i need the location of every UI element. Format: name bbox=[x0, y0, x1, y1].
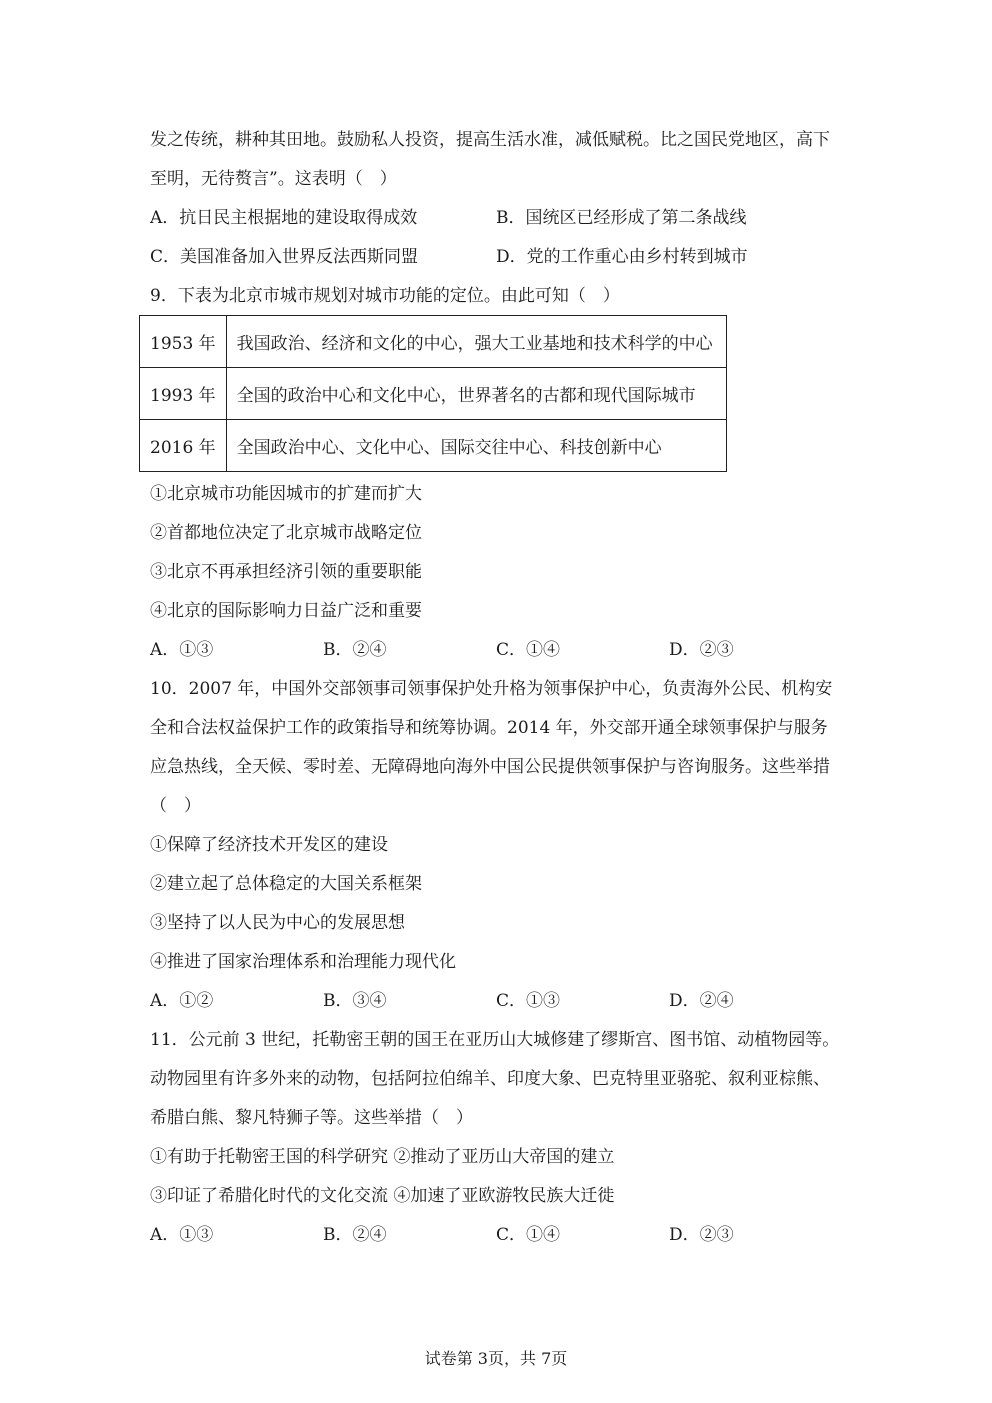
q11-option-b: B．②④ bbox=[323, 1225, 387, 1245]
table-year-cell: 2016 年 bbox=[140, 420, 227, 472]
table-year-cell: 1953 年 bbox=[140, 316, 227, 368]
table-row bbox=[140, 420, 727, 472]
page-footer: 试卷第 3页，共 7页 bbox=[424, 1349, 568, 1368]
q9-item-3: ③北京不再承担经济引领的重要职能 bbox=[150, 562, 422, 582]
q11-stem-line-2: 动物园里有许多外来的动物，包括阿拉伯绵羊、印度大象、巴克特里亚骆驼、叙利亚棕熊、 bbox=[150, 1069, 830, 1089]
q10-stem-line-1: 10．2007 年，中国外交部领事司领事保护处升格为领事保护中心，负责海外公民、机构安 bbox=[150, 679, 833, 699]
q9-option-a: A．①③ bbox=[150, 640, 214, 660]
table-text-cell: 我国政治、经济和文化的中心，强大工业基地和技术科学的中心 bbox=[226, 316, 726, 368]
q10-stem-line-4: （ ） bbox=[150, 796, 201, 816]
beijing-planning-table bbox=[139, 315, 727, 472]
q10-option-b: B．③④ bbox=[323, 991, 387, 1011]
q9-item-2: ②首都地位决定了北京城市战略定位 bbox=[150, 523, 422, 543]
q8-option-b: B．国统区已经形成了第二条战线 bbox=[496, 208, 747, 228]
q10-item-4: ④推进了国家治理体系和治理能力现代化 bbox=[150, 952, 456, 972]
q10-item-2: ②建立起了总体稳定的大国关系框架 bbox=[150, 874, 422, 894]
q11-option-a: A．①③ bbox=[150, 1225, 214, 1245]
q10-item-3: ③坚持了以人民为中心的发展思想 bbox=[150, 913, 405, 933]
q10-stem-line-2: 全和合法权益保护工作的政策指导和统筹协调。2014 年，外交部开通全球领事保护与服务 bbox=[150, 718, 828, 738]
q10-option-a: A．①② bbox=[150, 991, 214, 1011]
table-row bbox=[140, 316, 727, 368]
q11-item-line-2: ③印证了希腊化时代的文化交流 ④加速了亚欧游牧民族大迁徙 bbox=[150, 1186, 615, 1206]
q10-option-c: C．①③ bbox=[496, 991, 561, 1011]
q9-item-1: ①北京城市功能因城市的扩建而扩大 bbox=[150, 484, 422, 504]
table-text-cell: 全国政治中心、文化中心、国际交往中心、科技创新中心 bbox=[226, 420, 726, 472]
q11-option-c: C．①④ bbox=[496, 1225, 561, 1245]
table-year-cell: 1993 年 bbox=[140, 368, 227, 420]
q9-option-c: C．①④ bbox=[496, 640, 561, 660]
q8-stem-line-1: 发之传统，耕种其田地。鼓励私人投资，提高生活水准，减低赋税。比之国民党地区，高下 bbox=[150, 130, 830, 150]
q9-option-d: D．②③ bbox=[669, 640, 734, 660]
q11-stem-line-1: 11．公元前 3 世纪，托勒密王朝的国王在亚历山大城修建了缪斯宫、图书馆、动植物园等。 bbox=[150, 1030, 840, 1050]
q8-option-d: D．党的工作重心由乡村转到城市 bbox=[496, 247, 748, 267]
q10-stem-line-3: 应急热线，全天候、零时差、无障碍地向海外中国公民提供领事保护与咨询服务。这些举措 bbox=[150, 757, 830, 777]
q11-stem-line-3: 希腊白熊、黎凡特狮子等。这些举措（ ） bbox=[150, 1108, 473, 1128]
q11-item-line-1: ①有助于托勒密王国的科学研究 ②推动了亚历山大帝国的建立 bbox=[150, 1147, 615, 1167]
q9-stem: 9．下表为北京市城市规划对城市功能的定位。由此可知（ ） bbox=[150, 286, 620, 306]
table-row bbox=[140, 368, 727, 420]
q8-option-c: C．美国准备加入世界反法西斯同盟 bbox=[150, 247, 419, 267]
q10-option-d: D．②④ bbox=[669, 991, 734, 1011]
q9-item-4: ④北京的国际影响力日益广泛和重要 bbox=[150, 601, 422, 621]
q11-option-d: D．②③ bbox=[669, 1225, 734, 1245]
q8-option-a: A．抗日民主根据地的建设取得成效 bbox=[150, 208, 418, 228]
q8-stem-line-2: 至明，无待赘言”。这表明（ ） bbox=[150, 169, 397, 189]
q9-option-b: B．②④ bbox=[323, 640, 387, 660]
table-text-cell: 全国的政治中心和文化中心，世界著名的古都和现代国际城市 bbox=[226, 368, 726, 420]
q10-item-1: ①保障了经济技术开发区的建设 bbox=[150, 835, 388, 855]
